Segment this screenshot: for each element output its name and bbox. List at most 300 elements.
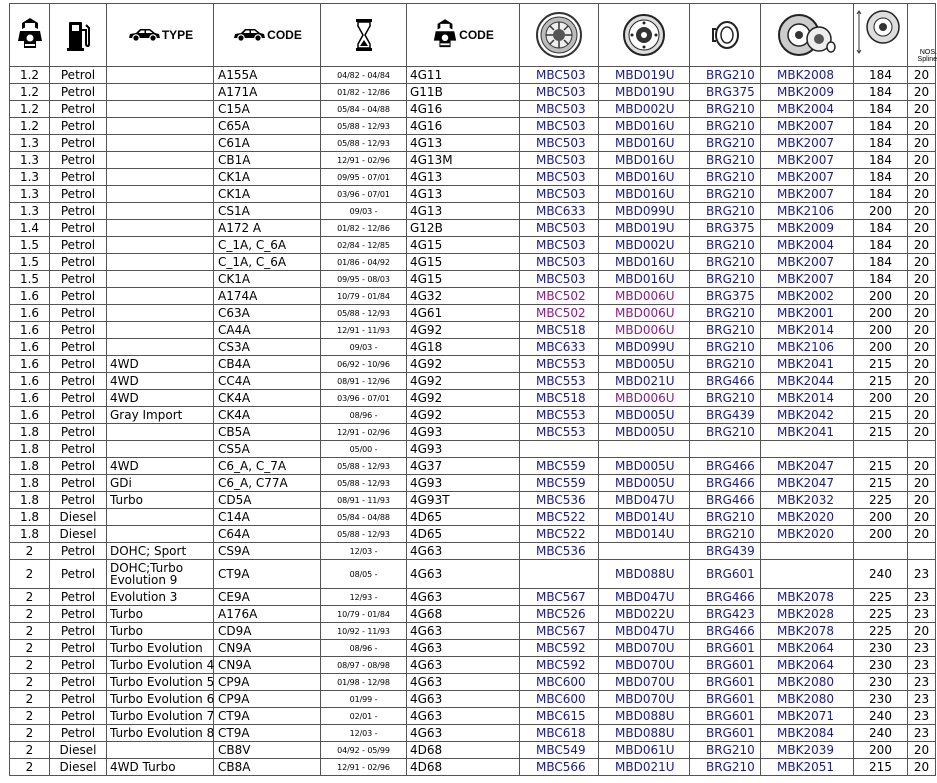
engine-code-cell: 4G13 [407, 186, 520, 203]
diameter-cell: 184 [854, 169, 908, 186]
table-row [10, 305, 936, 322]
clutch-disc-cell: MBD099U [599, 203, 690, 220]
dates-cell: 09/03 - [321, 203, 407, 220]
fuel-cell: Petrol [50, 254, 107, 271]
type-cell: Evolution 3 [107, 589, 214, 606]
spline-label: Spline [917, 56, 937, 63]
engine-code-cell: 4G92 [407, 407, 520, 424]
release-bearing-cell: BRG210 [690, 67, 761, 84]
clutch-cover-cell: MBC502 [520, 305, 599, 322]
clutch-kit-cell: MBK2004 [761, 237, 854, 254]
model-code-cell: C6_A, C77A [214, 475, 321, 492]
engine-code-cell: 4G63 [407, 708, 520, 725]
model-code-cell: CB1A [214, 152, 321, 169]
diameter-cell: 184 [854, 152, 908, 169]
clutch-cover-cell: MBC503 [520, 186, 599, 203]
diameter-cell: 215 [854, 475, 908, 492]
fuel-cell: Petrol [50, 118, 107, 135]
type-cell [107, 424, 214, 441]
clutch-kit-cell: MBK2014 [761, 322, 854, 339]
displacement-cell: 1.8 [10, 492, 50, 509]
clutch-disc-cell: MBD019U [599, 220, 690, 237]
release-bearing-cell: BRG439 [690, 407, 761, 424]
clutch-kit-cell: MBK2106 [761, 339, 854, 356]
clutch-cover-cell: MBC503 [520, 254, 599, 271]
table-row [10, 169, 936, 186]
fuel-cell: Diesel [50, 509, 107, 526]
release-bearing-cell: BRG210 [690, 135, 761, 152]
dates-cell: 05/00 - [321, 441, 407, 458]
model-code-cell: CT9A [214, 708, 321, 725]
clutch-kit-cell: MBK2047 [761, 475, 854, 492]
col-type [107, 4, 214, 67]
clutch-disc-cell: MBD047U [599, 492, 690, 509]
spline-cell: 20 [908, 407, 936, 424]
fuel-cell: Petrol [50, 237, 107, 254]
fuel-cell: Petrol [50, 441, 107, 458]
dates-cell: 10/79 - 01/84 [321, 288, 407, 305]
spline-cell: 20 [908, 458, 936, 475]
clutch-cover-cell: MBC502 [520, 288, 599, 305]
clutch-kit-cell: MBK2007 [761, 186, 854, 203]
spline-nos-label: NOS. [919, 49, 937, 56]
fuel-pump-icon [65, 18, 91, 52]
clutch-cover-icon [535, 11, 583, 59]
fuel-cell: Petrol [50, 543, 107, 560]
spline-cell: 23 [908, 691, 936, 708]
fuel-cell: Petrol [50, 691, 107, 708]
clutch-kit-cell: MBK2041 [761, 424, 854, 441]
table-row [10, 623, 936, 640]
displacement-cell: 1.8 [10, 475, 50, 492]
clutch-disc-cell: MBD006U [599, 390, 690, 407]
clutch-kit-cell: MBK2007 [761, 135, 854, 152]
type-cell: 4WD [107, 458, 214, 475]
model-code-cell: C_1A, C_6A [214, 254, 321, 271]
diameter-cell: 200 [854, 526, 908, 543]
engine-code-cell: G11B [407, 84, 520, 101]
release-bearing-cell: BRG210 [690, 305, 761, 322]
table-row [10, 674, 936, 691]
model-code-cell: A155A [214, 67, 321, 84]
fuel-cell: Petrol [50, 152, 107, 169]
engine-code-cell: 4G15 [407, 237, 520, 254]
clutch-kit-cell [761, 441, 854, 458]
model-code-cell: C61A [214, 135, 321, 152]
release-bearing-cell: BRG210 [690, 339, 761, 356]
diameter-cell: 184 [854, 271, 908, 288]
fuel-cell: Petrol [50, 407, 107, 424]
release-bearing-cell: BRG210 [690, 254, 761, 271]
spline-cell: 20 [908, 305, 936, 322]
model-code-cell: C_1A, C_6A [214, 237, 321, 254]
diameter-cell: 225 [854, 606, 908, 623]
catalog-body [10, 67, 936, 776]
model-code-cell: CK4A [214, 390, 321, 407]
clutch-cover-cell: MBC567 [520, 589, 599, 606]
release-bearing-cell: BRG439 [690, 543, 761, 560]
dates-cell: 08/97 - 08/98 [321, 657, 407, 674]
type-cell: Gray Import [107, 407, 214, 424]
table-row [10, 657, 936, 674]
dates-cell: 09/03 - [321, 339, 407, 356]
clutch-disc-cell: MBD014U [599, 526, 690, 543]
diameter-cell: 215 [854, 407, 908, 424]
model-code-cell: CP9A [214, 691, 321, 708]
displacement-cell: 1.2 [10, 101, 50, 118]
model-code-cell: CB8V [214, 742, 321, 759]
fuel-cell: Petrol [50, 725, 107, 742]
model-code-cell: C14A [214, 509, 321, 526]
clutch-disc-cell: MBD002U [599, 101, 690, 118]
clutch-cover-cell: MBC503 [520, 169, 599, 186]
engine-code-header-label: CODE [459, 27, 494, 42]
type-cell [107, 322, 214, 339]
type-cell [107, 67, 214, 84]
release-bearing-cell: BRG210 [690, 271, 761, 288]
fuel-cell: Diesel [50, 742, 107, 759]
dates-cell: 12/91 - 02/96 [321, 759, 407, 776]
type-cell [107, 509, 214, 526]
clutch-cover-cell: MBC503 [520, 152, 599, 169]
clutch-kit-cell: MBK2007 [761, 254, 854, 271]
col-dates [321, 4, 407, 67]
spline-cell: 20 [908, 237, 936, 254]
clutch-kit-cell: MBK2007 [761, 271, 854, 288]
displacement-cell: 1.2 [10, 118, 50, 135]
diameter-cell: 184 [854, 135, 908, 152]
table-row [10, 589, 936, 606]
diameter-cell: 184 [854, 67, 908, 84]
engine-code-cell: 4G16 [407, 118, 520, 135]
clutch-cover-cell [520, 560, 599, 589]
clutch-kit-cell: MBK2047 [761, 458, 854, 475]
release-bearing-cell: BRG210 [690, 186, 761, 203]
clutch-kit-cell: MBK2044 [761, 373, 854, 390]
dates-cell: 03/96 - 07/01 [321, 186, 407, 203]
spline-cell: 20 [908, 526, 936, 543]
clutch-cover-cell: MBC553 [520, 424, 599, 441]
release-bearing-cell: BRG210 [690, 742, 761, 759]
release-bearing-cell: BRG210 [690, 424, 761, 441]
model-code-cell: C65A [214, 118, 321, 135]
clutch-disc-cell: MBD016U [599, 135, 690, 152]
spline-cell: 20 [908, 339, 936, 356]
dates-cell: 01/82 - 12/86 [321, 220, 407, 237]
clutch-disc-cell [599, 441, 690, 458]
type-cell: Turbo Evolution 8 [107, 725, 214, 742]
engine-code-cell: 4G11 [407, 67, 520, 84]
fuel-cell: Petrol [50, 458, 107, 475]
fuel-cell: Petrol [50, 67, 107, 84]
clutch-kit-cell: MBK2020 [761, 526, 854, 543]
displacement-cell: 1.6 [10, 339, 50, 356]
diameter-cell [854, 441, 908, 458]
diameter-cell: 230 [854, 657, 908, 674]
model-code-cell: CN9A [214, 640, 321, 657]
clutch-kit-cell: MBK2014 [761, 390, 854, 407]
clutch-disc-cell: MBD014U [599, 509, 690, 526]
clutch-disc-cell: MBD016U [599, 118, 690, 135]
model-code-cell: CC4A [214, 373, 321, 390]
diameter-cell: 184 [854, 186, 908, 203]
release-bearing-cell: BRG210 [690, 322, 761, 339]
model-code-cell: CS1A [214, 203, 321, 220]
clutch-disc-cell: MBD005U [599, 407, 690, 424]
release-bearing-cell: BRG601 [690, 674, 761, 691]
dates-cell: 12/93 - [321, 589, 407, 606]
model-code-cell: CD9A [214, 623, 321, 640]
table-row [10, 237, 936, 254]
displacement-cell: 1.2 [10, 84, 50, 101]
release-bearing-cell: BRG375 [690, 288, 761, 305]
clutch-kit-cell: MBK2008 [761, 67, 854, 84]
type-cell: Turbo Evolution 5 [107, 674, 214, 691]
clutch-disc-cell: MBD005U [599, 475, 690, 492]
spline-cell: 20 [908, 67, 936, 84]
clutch-cover-cell: MBC503 [520, 101, 599, 118]
model-code-cell: CK4A [214, 407, 321, 424]
engine-code-cell: 4G63 [407, 560, 520, 589]
dates-cell: 05/84 - 04/88 [321, 509, 407, 526]
release-bearing-cell: BRG601 [690, 560, 761, 589]
type-cell: Turbo [107, 492, 214, 509]
engine-code-cell: G12B [407, 220, 520, 237]
fuel-cell: Petrol [50, 135, 107, 152]
spline-cell: 20 [908, 509, 936, 526]
dates-cell: 05/88 - 12/93 [321, 526, 407, 543]
fuel-cell: Diesel [50, 526, 107, 543]
clutch-cover-cell: MBC503 [520, 135, 599, 152]
fuel-cell: Petrol [50, 84, 107, 101]
table-row [10, 152, 936, 169]
spline-cell: 23 [908, 589, 936, 606]
table-row [10, 543, 936, 560]
spline-cell: 20 [908, 101, 936, 118]
spline-cell: 23 [908, 708, 936, 725]
release-bearing-cell: BRG210 [690, 759, 761, 776]
clutch-kit-cell: MBK2002 [761, 288, 854, 305]
displacement-cell: 1.6 [10, 373, 50, 390]
clutch-disc-cell: MBD047U [599, 589, 690, 606]
clutch-cover-cell [520, 441, 599, 458]
release-bearing-cell: BRG210 [690, 237, 761, 254]
type-cell: Turbo Evolution 4 [107, 657, 214, 674]
diameter-cell [854, 543, 908, 560]
displacement-cell: 1.6 [10, 407, 50, 424]
table-row [10, 725, 936, 742]
type-cell: DOHC; Sport [107, 543, 214, 560]
displacement-cell: 2 [10, 725, 50, 742]
spline-cell: 20 [908, 475, 936, 492]
displacement-cell: 1.5 [10, 271, 50, 288]
engine-code-cell: 4G63 [407, 657, 520, 674]
type-cell [107, 288, 214, 305]
type-cell: Turbo [107, 623, 214, 640]
model-code-cell: CK1A [214, 169, 321, 186]
model-code-cell: CB5A [214, 424, 321, 441]
clutch-cover-cell: MBC566 [520, 759, 599, 776]
spline-cell: 23 [908, 725, 936, 742]
dates-cell: 01/99 - [321, 691, 407, 708]
diameter-cell: 200 [854, 742, 908, 759]
clutch-disc-cell: MBD061U [599, 742, 690, 759]
clutch-kit-cell: MBK2009 [761, 84, 854, 101]
clutch-kit-cell: MBK2084 [761, 725, 854, 742]
fuel-cell: Petrol [50, 560, 107, 589]
clutch-cover-cell: MBC567 [520, 623, 599, 640]
fuel-cell: Petrol [50, 640, 107, 657]
release-bearing-cell: BRG375 [690, 220, 761, 237]
table-row [10, 101, 936, 118]
clutch-cover-cell: MBC553 [520, 356, 599, 373]
clutch-disc-cell: MBD016U [599, 254, 690, 271]
dates-cell: 12/03 - [321, 725, 407, 742]
engine-code-cell: 4G15 [407, 271, 520, 288]
engine-code-cell: 4G61 [407, 305, 520, 322]
table-row [10, 322, 936, 339]
clutch-cover-cell: MBC559 [520, 475, 599, 492]
model-code-cell: C6_A, C_7A [214, 458, 321, 475]
col-release-bearing [690, 4, 761, 67]
clutch-kit-cell: MBK2080 [761, 674, 854, 691]
table-row [10, 742, 936, 759]
type-cell [107, 271, 214, 288]
engine-code-cell: 4G18 [407, 339, 520, 356]
type-cell: 4WD Turbo [107, 759, 214, 776]
table-row [10, 356, 936, 373]
displacement-cell: 1.3 [10, 203, 50, 220]
model-code-cell: A172 A [214, 220, 321, 237]
diameter-cell: 215 [854, 424, 908, 441]
type-cell [107, 135, 214, 152]
type-cell [107, 526, 214, 543]
fuel-cell: Petrol [50, 606, 107, 623]
clutch-disc-cell: MBD019U [599, 84, 690, 101]
engine-code-cell: 4G93T [407, 492, 520, 509]
release-bearing-cell: BRG466 [690, 373, 761, 390]
clutch-disc-cell: MBD070U [599, 640, 690, 657]
displacement-cell: 1.3 [10, 186, 50, 203]
release-bearing-icon [709, 19, 741, 51]
diameter-cell: 225 [854, 623, 908, 640]
release-bearing-cell: BRG210 [690, 390, 761, 407]
engine-code-cell: 4G63 [407, 623, 520, 640]
diameter-cell: 200 [854, 288, 908, 305]
engine-code-cell: 4G93 [407, 441, 520, 458]
type-cell: Turbo [107, 606, 214, 623]
diameter-cell: 200 [854, 322, 908, 339]
displacement-cell: 1.6 [10, 356, 50, 373]
dates-cell: 08/96 - [321, 407, 407, 424]
diameter-cell: 200 [854, 390, 908, 407]
diameter-cell: 215 [854, 759, 908, 776]
type-cell [107, 101, 214, 118]
engine-code-cell: 4G13 [407, 169, 520, 186]
release-bearing-cell: BRG210 [690, 356, 761, 373]
dates-cell: 12/91 - 11/93 [321, 322, 407, 339]
table-row [10, 373, 936, 390]
clutch-cover-cell: MBC592 [520, 657, 599, 674]
clutch-cover-cell: MBC553 [520, 407, 599, 424]
clutch-cover-cell: MBC559 [520, 458, 599, 475]
table-row [10, 640, 936, 657]
spline-cell [908, 441, 936, 458]
release-bearing-cell: BRG210 [690, 169, 761, 186]
release-bearing-cell [690, 441, 761, 458]
spline-cell: 23 [908, 674, 936, 691]
spline-cell: 20 [908, 759, 936, 776]
type-cell: 4WD [107, 390, 214, 407]
diameter-cell: 215 [854, 373, 908, 390]
engine-code-cell: 4G92 [407, 322, 520, 339]
clutch-disc-cell: MBD002U [599, 237, 690, 254]
clutch-disc-cell: MBD022U [599, 606, 690, 623]
clutch-cover-cell: MBC615 [520, 708, 599, 725]
fuel-cell: Petrol [50, 589, 107, 606]
type-cell [107, 203, 214, 220]
displacement-cell: 1.8 [10, 424, 50, 441]
clutch-cover-cell: MBC600 [520, 674, 599, 691]
spline-cell: 20 [908, 84, 936, 101]
displacement-cell: 1.5 [10, 254, 50, 271]
clutch-cover-cell: MBC503 [520, 67, 599, 84]
displacement-cell: 2 [10, 691, 50, 708]
clutch-cover-cell: MBC522 [520, 509, 599, 526]
displacement-cell: 2 [10, 657, 50, 674]
dates-cell: 05/88 - 12/93 [321, 458, 407, 475]
clutch-disc-cell: MBD005U [599, 424, 690, 441]
spline-cell: 20 [908, 322, 936, 339]
table-row [10, 424, 936, 441]
engine-code-cell: 4G63 [407, 640, 520, 657]
model-code-cell: CB8A [214, 759, 321, 776]
dates-cell: 01/98 - 12/98 [321, 674, 407, 691]
release-bearing-cell: BRG466 [690, 475, 761, 492]
table-row [10, 84, 936, 101]
model-code-cell: C15A [214, 101, 321, 118]
diameter-cell: 230 [854, 691, 908, 708]
clutch-disc-cell: MBD021U [599, 373, 690, 390]
fuel-cell: Petrol [50, 203, 107, 220]
displacement-cell: 1.4 [10, 220, 50, 237]
diameter-cell: 230 [854, 640, 908, 657]
clutch-disc-cell: MBD005U [599, 458, 690, 475]
spline-cell: 23 [908, 657, 936, 674]
fuel-cell: Petrol [50, 169, 107, 186]
clutch-disc-cell: MBD088U [599, 708, 690, 725]
clutch-disc-cell: MBD021U [599, 759, 690, 776]
clutch-kit-cell: MBK2080 [761, 691, 854, 708]
model-code-cell: CT9A [214, 725, 321, 742]
spline-cell: 20 [908, 169, 936, 186]
release-bearing-cell: BRG601 [690, 691, 761, 708]
dates-cell: 01/86 - 04/92 [321, 254, 407, 271]
table-row [10, 407, 936, 424]
clutch-cover-cell: MBC553 [520, 373, 599, 390]
clutch-cover-cell: MBC549 [520, 742, 599, 759]
table-row [10, 67, 936, 84]
spline-cell: 20 [908, 271, 936, 288]
fuel-cell: Petrol [50, 373, 107, 390]
clutch-kit-cell: MBK2039 [761, 742, 854, 759]
clutch-cover-cell: MBC522 [520, 526, 599, 543]
displacement-cell: 1.2 [10, 67, 50, 84]
spline-cell: 20 [908, 390, 936, 407]
clutch-kit-cell: MBK2106 [761, 203, 854, 220]
type-header-label: TYPE [161, 27, 194, 42]
diameter-cell: 184 [854, 237, 908, 254]
